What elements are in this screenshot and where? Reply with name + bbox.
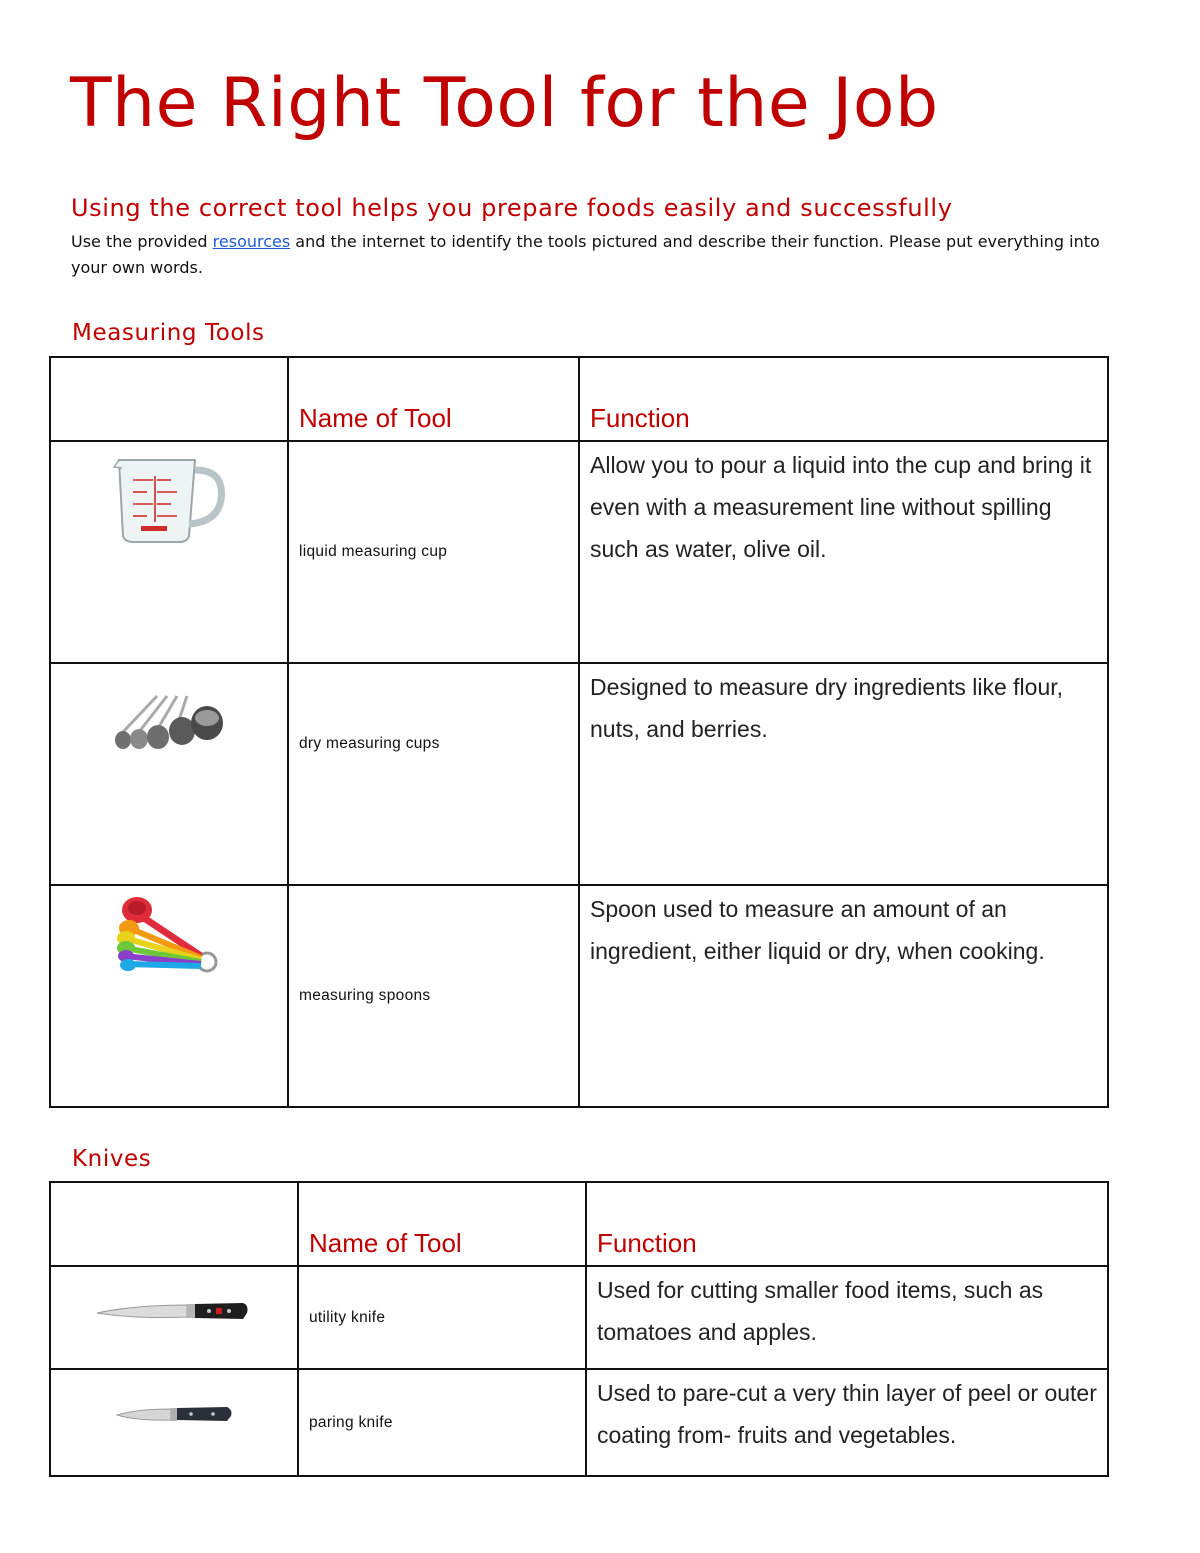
measuring-spoons-image bbox=[115, 892, 221, 982]
tool-function: Used for cutting smaller food items, such as tomatoes and apples. bbox=[597, 1277, 1044, 1345]
name-column-header: Name of Tool bbox=[288, 357, 579, 441]
table-row bbox=[50, 441, 1108, 663]
measuring-tools-heading: Measuring Tools bbox=[72, 320, 265, 346]
measuring-tools-table bbox=[49, 356, 1109, 1108]
tool-name: utility knife bbox=[309, 1308, 386, 1326]
tool-image-cell bbox=[50, 1266, 298, 1369]
instructions bbox=[71, 229, 1131, 281]
image-column-header bbox=[50, 357, 288, 441]
table-row bbox=[50, 1266, 1108, 1369]
tool-function: Allow you to pour a liquid into the cup and bring it even with a measurement line without spilling such as water, olive oil. bbox=[590, 452, 1092, 562]
knives-table bbox=[49, 1181, 1109, 1477]
tool-name-cell bbox=[288, 441, 579, 663]
tool-function: Designed to measure dry ingredients like flour, nuts, and berries. bbox=[590, 674, 1064, 742]
tool-image-cell bbox=[50, 885, 288, 1107]
function-column-header: Function bbox=[579, 357, 1108, 441]
knives-heading: Knives bbox=[72, 1146, 152, 1172]
resources-link[interactable]: resources bbox=[212, 232, 291, 251]
table-header-row bbox=[50, 357, 1108, 441]
tool-image-cell bbox=[50, 663, 288, 885]
table-row bbox=[50, 663, 1108, 885]
tool-name-cell bbox=[288, 885, 579, 1107]
tool-name: measuring spoons bbox=[299, 987, 431, 1004]
image-column-header bbox=[50, 1182, 298, 1266]
tool-function-cell bbox=[579, 663, 1108, 885]
paring-knife-image bbox=[115, 1402, 235, 1426]
table-row bbox=[50, 885, 1108, 1107]
instructions-text-start: Use the provided bbox=[71, 232, 213, 251]
tool-function-cell bbox=[586, 1266, 1108, 1369]
dry-measuring-cups-image bbox=[115, 690, 225, 754]
table-header-row bbox=[50, 1182, 1108, 1266]
tool-name-cell bbox=[298, 1369, 586, 1476]
page-subtitle: Using the correct tool helps you prepare foods easily and successfully bbox=[71, 194, 953, 222]
table-row bbox=[50, 1369, 1108, 1476]
page-title: The Right Tool for the Job bbox=[70, 64, 939, 143]
tool-name-cell bbox=[288, 663, 579, 885]
tool-function-cell bbox=[579, 885, 1108, 1107]
tool-name: liquid measuring cup bbox=[299, 543, 448, 560]
tool-function-cell bbox=[586, 1369, 1108, 1476]
tool-image-cell bbox=[50, 1369, 298, 1476]
tool-function: Spoon used to measure an amount of an ingredient, either liquid or dry, when cooking. bbox=[590, 896, 1045, 964]
function-column-header: Function bbox=[586, 1182, 1108, 1266]
name-column-header: Name of Tool bbox=[298, 1182, 586, 1266]
tool-name-cell bbox=[298, 1266, 586, 1369]
tool-function: Used to pare-cut a very thin layer of peel or outer coating from- fruits and vegetables. bbox=[597, 1380, 1097, 1448]
liquid-measuring-cup-image bbox=[113, 456, 228, 546]
instructions-text-end: and the internet to identify the tools pictured and describe their function. Please put everything into your own words. bbox=[71, 232, 1100, 277]
tool-image-cell bbox=[50, 441, 288, 663]
tool-name: dry measuring cups bbox=[299, 735, 440, 752]
tool-name: paring knife bbox=[309, 1413, 393, 1431]
utility-knife-image bbox=[95, 1297, 251, 1325]
tool-function-cell bbox=[579, 441, 1108, 663]
